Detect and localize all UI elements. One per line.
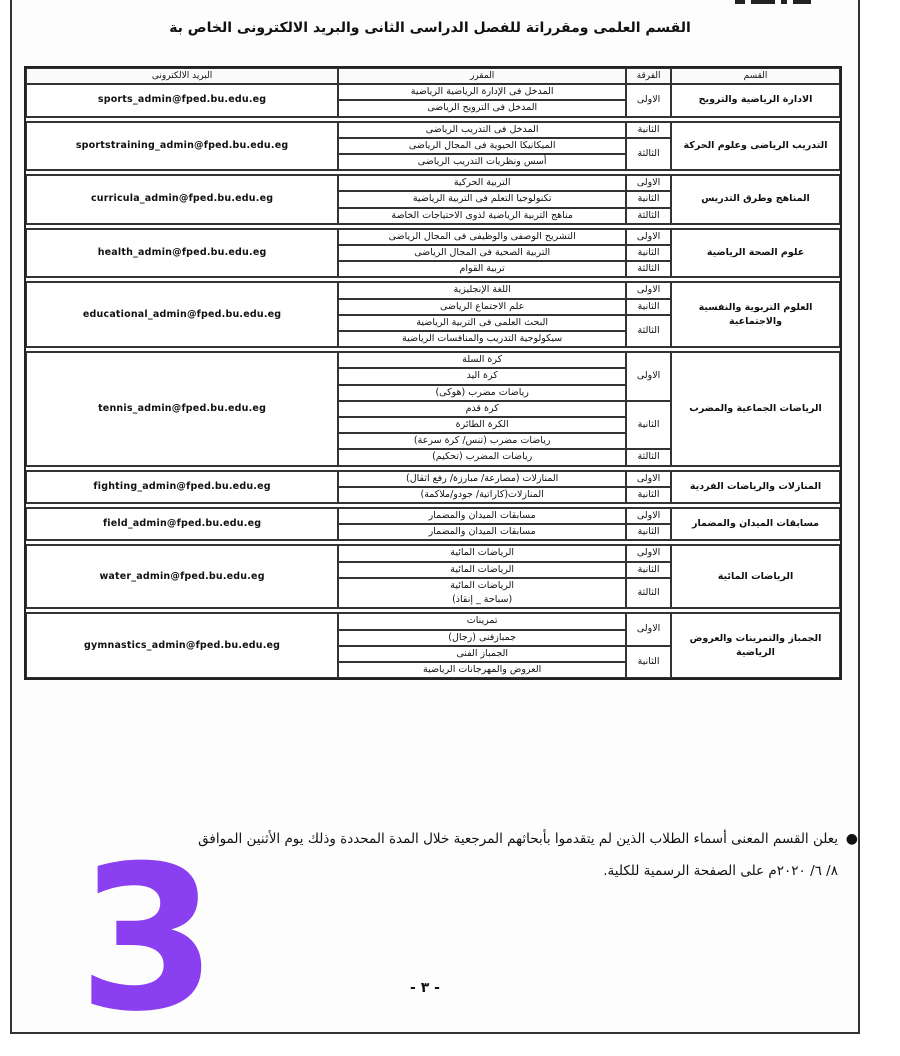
course-name: مسابقات الميدان والمضمار (338, 524, 626, 540)
year-label: الثانية (626, 646, 671, 678)
year-label: الاولى (626, 175, 671, 191)
year-label: الاولى (626, 471, 671, 487)
announcement-line-1: يعلن القسم المعنى أسماء الطلاب الذين لم يتقدموا بأبحاثهم المرجعية خلال المدة المحددة وذلك يوم الأثنين الموافق (198, 831, 838, 847)
department-name: التدريب الرياضى وعلوم الحركة (671, 122, 840, 171)
departments-table (24, 66, 842, 680)
department-email: educational_admin@fped.bu.edu.eg (26, 282, 338, 347)
year-label: الثالثة (626, 261, 671, 277)
header-year: الفرقة (626, 68, 671, 84)
department-email: curricula_admin@fped.bu.edu.eg (26, 175, 338, 224)
table-row (26, 508, 840, 524)
department-name: الرياضات المائية (671, 545, 840, 608)
course-name: رياضات مضرب (تنس/ كرة سرعة) (338, 433, 626, 449)
course-name: الكرة الطائرة (338, 417, 626, 433)
course-name: الميكانيكا الحيوية فى المجال الرياضى (338, 138, 626, 154)
page-number: - ٣ - (410, 980, 440, 996)
department-name: مسابقات الميدان والمضمار (671, 508, 840, 540)
course-name: المنازلات (مصارعة/ مبارزة/ رفع اثقال) (338, 471, 626, 487)
year-label: الثانية (626, 524, 671, 540)
table-row (26, 122, 840, 138)
course-name: مسابقات الميدان والمضمار (338, 508, 626, 524)
header-department: القسم (671, 68, 840, 84)
table-row (26, 545, 840, 561)
header-course: المقرر (338, 68, 626, 84)
course-name: اللغة الإنجليزية (338, 282, 626, 298)
course-name: رياضات المضرب (تحكيم) (338, 449, 626, 465)
year-label: الثانية (626, 245, 671, 261)
header-email: البريد الالكترونى (26, 68, 338, 84)
table-row (26, 175, 840, 191)
department-name: الادارة الرياضية والترويح (671, 84, 840, 116)
department-email: water_admin@fped.bu.edu.eg (26, 545, 338, 608)
year-label: الثالثة (626, 208, 671, 224)
department-name: الرياضات الجماعية والمضرب (671, 352, 840, 465)
announcement-line-2: ٨/ ٦/ ٢٠٢٠م على الصفحة الرسمية للكلية. (603, 863, 838, 879)
year-label: الثالثة (626, 578, 671, 608)
course-name: علم الاجتماع الرياضى (338, 299, 626, 315)
table-row (26, 352, 840, 368)
year-label: الثانية (626, 122, 671, 138)
year-label: الاولى (626, 545, 671, 561)
department-email: tennis_admin@fped.bu.edu.eg (26, 352, 338, 465)
department-email: sportstraining_admin@fped.bu.edu.eg (26, 122, 338, 171)
course-name: مناهج التربية الرياضية لذوى الاحتياجات الخاصة (338, 208, 626, 224)
cropped-header-fragment (735, 0, 825, 6)
course-name: جمبازفنى (رجال) (338, 630, 626, 646)
course-name: تكنولوجيا التعلم فى التربية الرياضية (338, 191, 626, 207)
course-name: العروض والمهرجانات الرياضية (338, 662, 626, 678)
year-label: الثانية (626, 299, 671, 315)
course-name: التربية الصحية فى المجال الرياضى (338, 245, 626, 261)
bullet-icon: ● (845, 831, 858, 847)
year-label: الثالثة (626, 138, 671, 170)
course-name: كرة السلة (338, 352, 626, 368)
department-email: field_admin@fped.bu.edu.eg (26, 508, 338, 540)
course-name: التشريح الوصفى والوظيفى فى المجال الرياضى (338, 229, 626, 245)
course-name: تربية القوام (338, 261, 626, 277)
table-row (26, 613, 840, 629)
department-email: gymnastics_admin@fped.bu.edu.eg (26, 613, 338, 678)
table-row (26, 282, 840, 298)
course-name: كرة قدم (338, 401, 626, 417)
year-label: الثانية (626, 401, 671, 450)
year-label: الاولى (626, 84, 671, 116)
overlay-number: 3 (78, 823, 218, 1056)
year-label: الاولى (626, 229, 671, 245)
year-label: الثالثة (626, 315, 671, 347)
department-name: علوم الصحة الرياضية (671, 229, 840, 278)
year-label: الاولى (626, 282, 671, 298)
department-name: المنازلات والرياضات الفردية (671, 471, 840, 503)
course-name: البحث العلمى فى التربية الرياضية (338, 315, 626, 331)
department-name: المناهج وطرق التدريس (671, 175, 840, 224)
course-name: سيكولوجية التدريب والمنافسات الرياضية (338, 331, 626, 347)
year-label: الاولى (626, 613, 671, 645)
table-row (26, 229, 840, 245)
year-label: الثالثة (626, 449, 671, 465)
year-label: الثانية (626, 487, 671, 503)
department-name: الجمباز والتمرينات والعروض الرياضية (671, 613, 840, 678)
course-name: رياضات مضرب (هوكى) (338, 385, 626, 401)
course-name: التربية الحركية (338, 175, 626, 191)
year-label: الثانية (626, 191, 671, 207)
course-name: الجمباز الفنى (338, 646, 626, 662)
course-name: الرياضات المائية (سباحة _ إنقاذ) (338, 578, 626, 608)
department-email: sports_admin@fped.bu.edu.eg (26, 84, 338, 116)
course-name: الرياضات المائية (338, 545, 626, 561)
year-label: الثانية (626, 562, 671, 578)
course-name: المدخل فى الترويح الرياضى (338, 100, 626, 116)
course-name: تمرينات (338, 613, 626, 629)
year-label: الاولى (626, 352, 671, 401)
year-label: الاولى (626, 508, 671, 524)
table-row (26, 471, 840, 487)
course-name: المدخل فى الإدارة الرياضية الرياضية (338, 84, 626, 100)
document-title: القسم العلمى ومقرراتة للفصل الدراسى الثانى والبريد الالكترونى الخاص بة (169, 20, 691, 36)
course-name: الرياضات المائية (338, 562, 626, 578)
course-name: المدخل فى التدريب الرياضى (338, 122, 626, 138)
department-name: العلوم التربوية والنفسية والاجتماعية (671, 282, 840, 347)
department-email: health_admin@fped.bu.edu.eg (26, 229, 338, 278)
course-name: كرة اليد (338, 368, 626, 384)
course-name: أسس ونظريات التدريب الرياضى (338, 154, 626, 170)
table-header-row (26, 68, 840, 84)
course-name: المنازلات(كاراتية/ جودو/ملاكمة) (338, 487, 626, 503)
table-row (26, 84, 840, 100)
department-email: fighting_admin@fped.bu.edu.eg (26, 471, 338, 503)
